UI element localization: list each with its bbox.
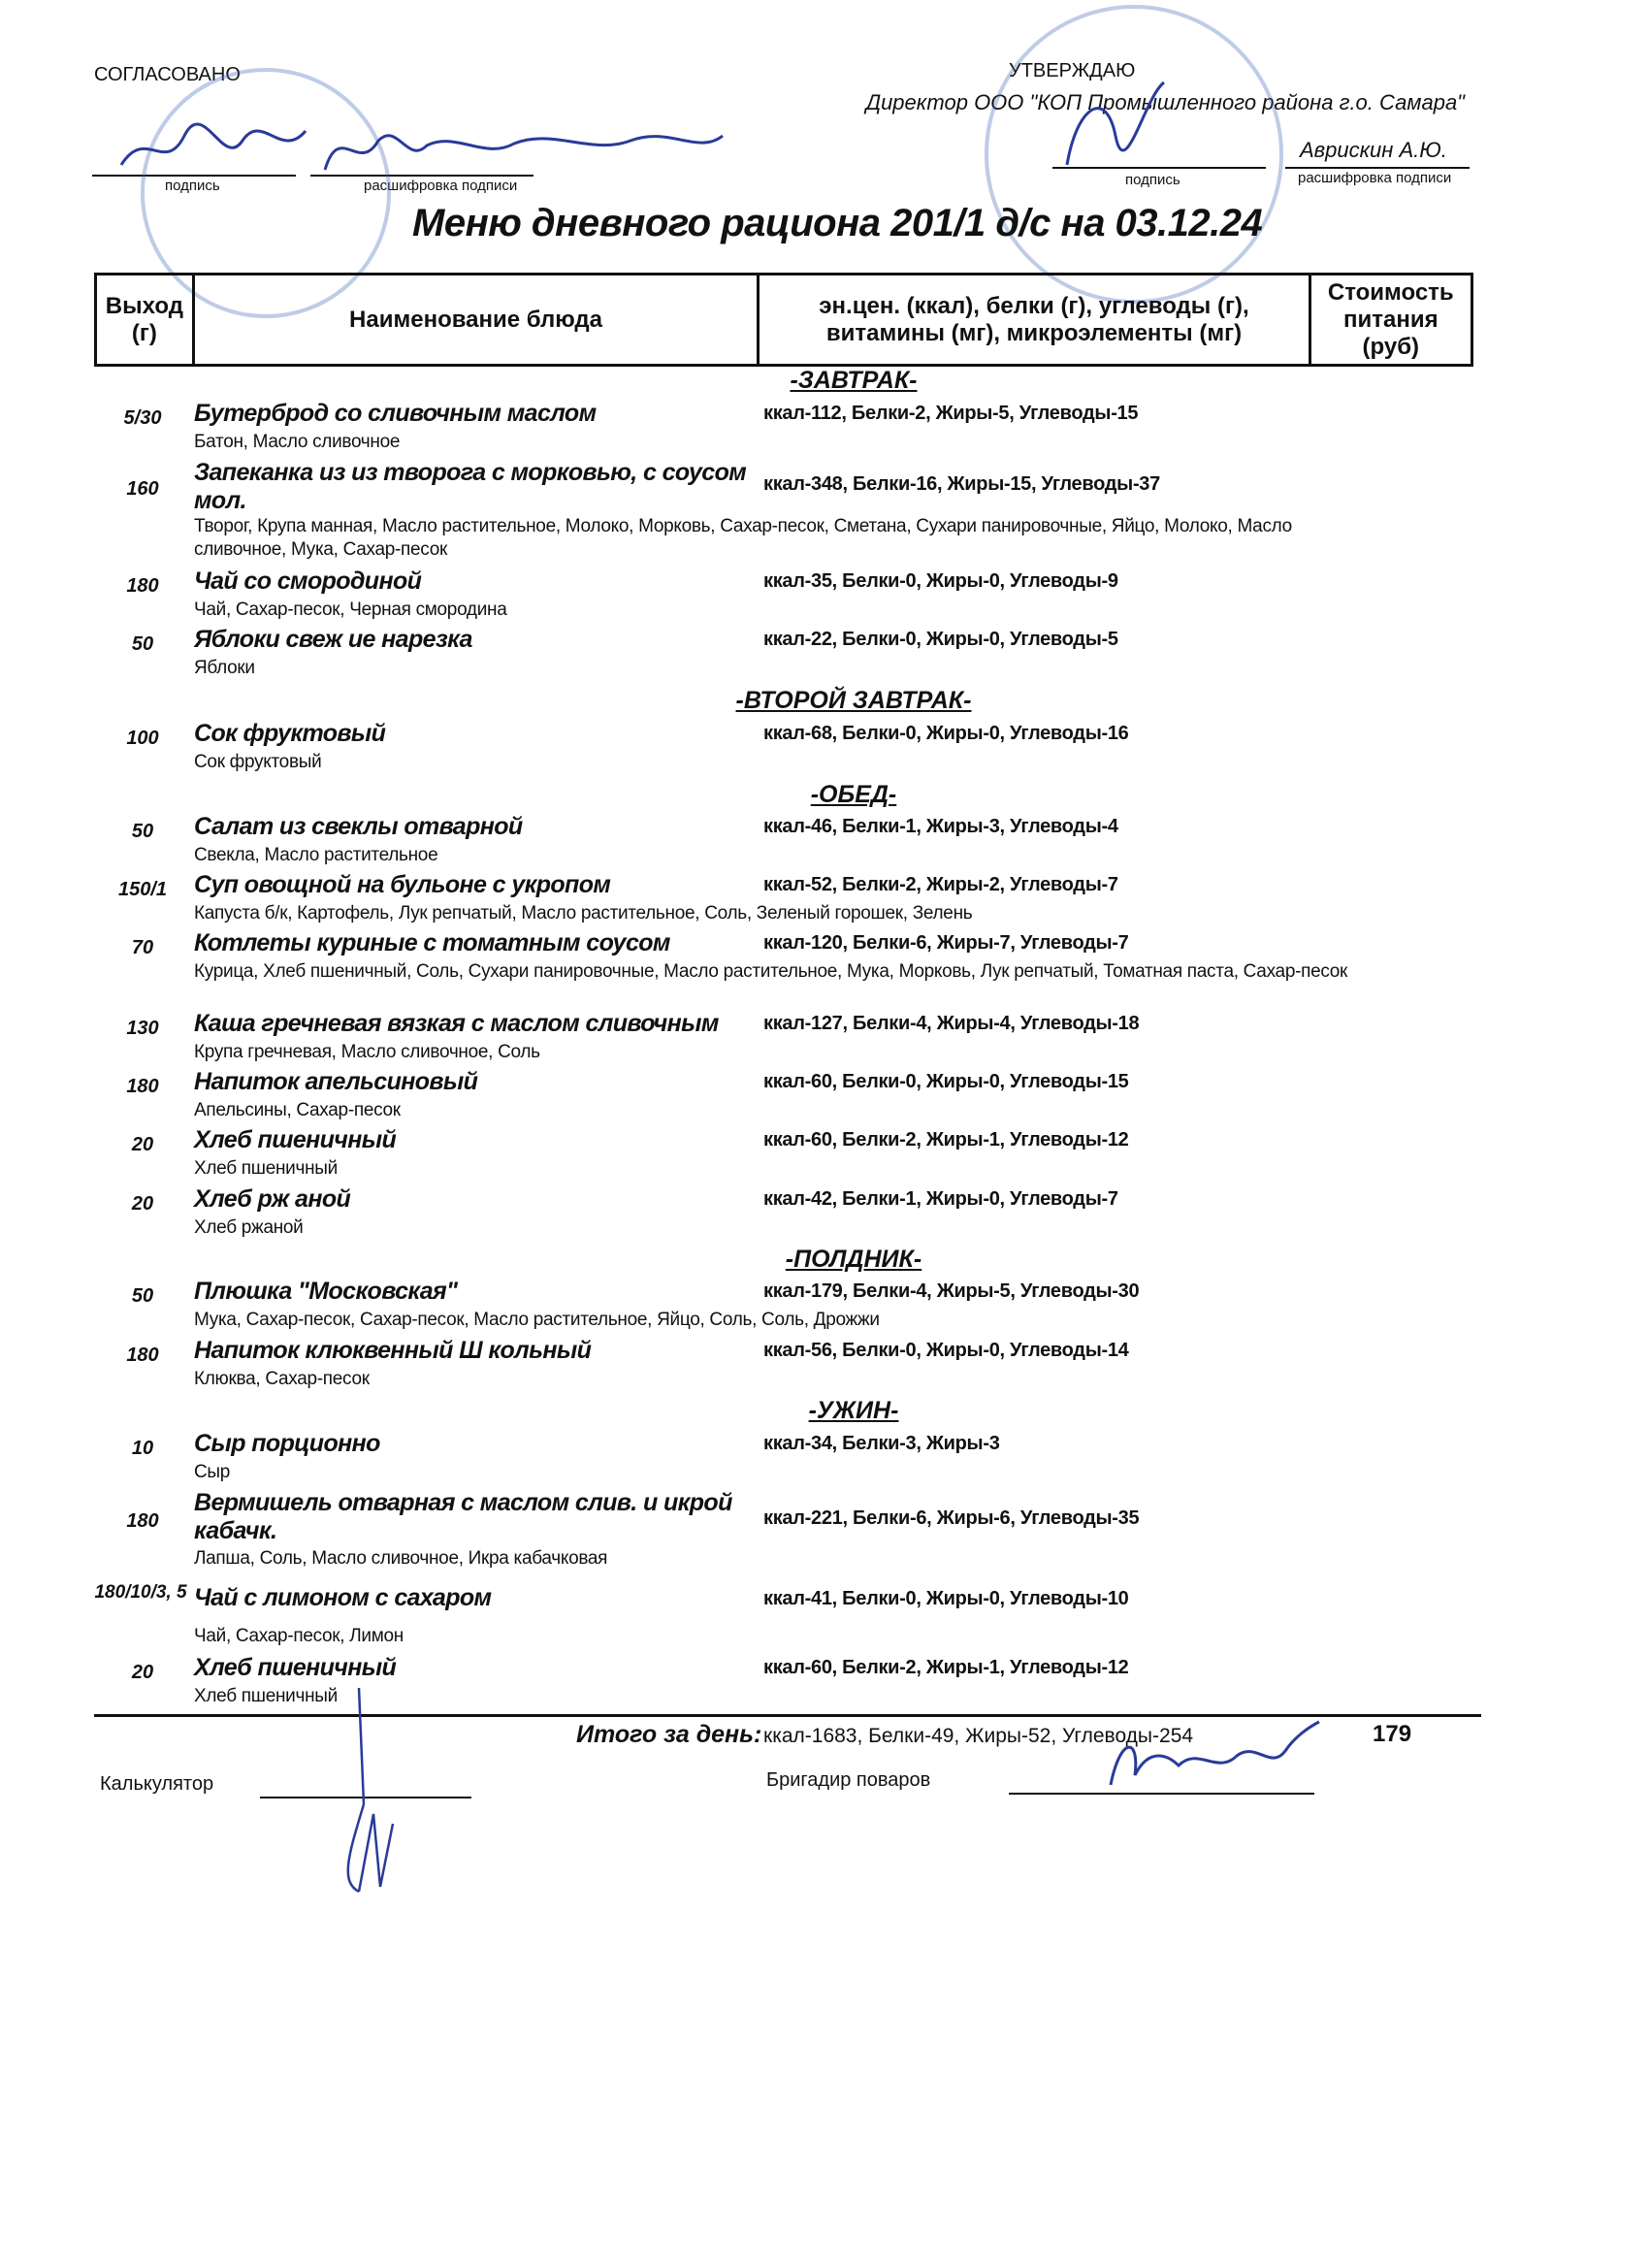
dish-qty: 180/10/3, 5: [94, 1582, 187, 1603]
dish-qty: 160: [126, 478, 159, 500]
dish-name: Вермишель отварная с маслом слив. и икрой кабачк.: [194, 1489, 732, 1544]
section-title: -ОБЕД-: [810, 781, 897, 808]
dish-name: Каша гречневая вязкая с маслом сливочным: [194, 1010, 719, 1037]
director-title: Директор ООО "КОП Промышленного района г.о. Самара": [865, 90, 1465, 114]
dish-qty: 70: [131, 937, 154, 958]
dish-nutrition: ккал-221, Белки-6, Жиры-6, Углеводы-35: [763, 1507, 1140, 1529]
dish-ingredients: Апельсины, Сахар-песок: [194, 1100, 401, 1120]
section-title: -ПОЛДНИК-: [785, 1246, 922, 1273]
section-title: -ЗАВТРАК-: [790, 367, 918, 394]
dish-nutrition: ккал-348, Белки-16, Жиры-15, Углеводы-37: [763, 473, 1160, 495]
chef-signature-mark: [1101, 1717, 1324, 1804]
dish-nutrition: ккал-56, Белки-0, Жиры-0, Углеводы-14: [763, 1340, 1129, 1361]
dish-name: Чай со смородиной: [194, 567, 422, 595]
right-sig-label: подпись: [1125, 172, 1180, 188]
col-nutrition: эн.цен. (ккал), белки (г), углеводы (г), витамины (мг), микроэлементы (мг): [759, 275, 1310, 366]
dish-name: Чай с лимоном с сахаром: [194, 1584, 492, 1611]
section-title: -УЖИН-: [808, 1397, 899, 1424]
dish-ingredients: Чай, Сахар-песок, Лимон: [194, 1626, 404, 1646]
dish-qty: 100: [126, 728, 159, 749]
dish-nutrition: ккал-120, Белки-6, Жиры-7, Углеводы-7: [763, 932, 1129, 954]
dish-qty: 10: [131, 1438, 154, 1459]
right-signature-mark: [1057, 78, 1174, 175]
dish-qty: 180: [126, 1076, 159, 1097]
dish-ingredients: Свекла, Масло растительное: [194, 845, 438, 865]
dish-qty: 20: [131, 1134, 154, 1155]
left-decode-handwriting: [320, 116, 728, 184]
dish-nutrition: ккал-52, Белки-2, Жиры-2, Углеводы-7: [763, 874, 1118, 895]
dish-nutrition: ккал-68, Белки-0, Жиры-0, Углеводы-16: [763, 723, 1129, 744]
left-decode-label: расшифровка подписи: [364, 178, 518, 194]
dish-name: Салат из свеклы отварной: [194, 813, 523, 840]
dish-ingredients: Сыр: [194, 1462, 231, 1482]
total-label: Итого за день:: [576, 1721, 762, 1748]
dish-name: Напиток клюквенный Ш кольный: [194, 1337, 592, 1364]
dish-name: Яблоки свеж ие нарезка: [194, 626, 472, 653]
left-signature-mark: [116, 116, 310, 184]
dish-name: Плюшка "Московская": [194, 1278, 458, 1305]
dish-name: Сыр порционно: [194, 1430, 380, 1457]
dish-ingredients: Хлеб пшеничный: [194, 1686, 338, 1706]
col-name: Наименование блюда: [193, 275, 759, 366]
dish-ingredients: Хлеб ржаной: [194, 1217, 304, 1238]
dish-ingredients: Творог, Крупа манная, Масло растительное, Молоко, Морковь, Сахар-песок, Сметана, Сухари панировочные, Яйцо, Молоко, Масло сливочное, Мука, Сахар-песок: [194, 516, 1292, 560]
page-title: Меню дневного рациона 201/1 д/с на 03.12.24: [412, 202, 1263, 244]
dish-nutrition: ккал-22, Белки-0, Жиры-0, Углеводы-5: [763, 629, 1118, 650]
approved-right-label: УТВЕРЖДАЮ: [1009, 60, 1136, 81]
col-cost: Стоимость питания (руб): [1310, 275, 1471, 366]
dish-qty: 150/1: [117, 879, 168, 900]
dish-nutrition: ккал-35, Белки-0, Жиры-0, Углеводы-9: [763, 570, 1118, 592]
dish-name: Хлеб пшеничный: [194, 1654, 397, 1681]
dish-qty: 50: [131, 1285, 154, 1307]
dish-nutrition: ккал-179, Белки-4, Жиры-5, Углеводы-30: [763, 1280, 1140, 1302]
dish-qty: 20: [131, 1193, 154, 1215]
dish-qty: 5/30: [123, 407, 162, 429]
dish-ingredients: Мука, Сахар-песок, Сахар-песок, Масло растительное, Яйцо, Соль, Соль, Дрожжи: [194, 1310, 880, 1330]
dish-ingredients: Яблоки: [194, 658, 255, 678]
dish-qty: 180: [126, 1510, 159, 1532]
approved-left-label: СОГЛАСОВАНО: [94, 64, 241, 85]
dish-name: Хлеб рж аной: [194, 1185, 351, 1213]
dish-name: Суп овощной на бульоне с укропом: [194, 871, 611, 898]
dish-qty: 20: [131, 1662, 154, 1683]
dish-name: Запеканка из из творога с морковью, с соусом мол.: [194, 459, 747, 514]
column-header: [94, 273, 1473, 367]
dish-nutrition: ккал-34, Белки-3, Жиры-3: [763, 1433, 1000, 1454]
dish-name: Сок фруктовый: [194, 720, 386, 747]
dish-qty: 180: [126, 575, 159, 597]
dish-ingredients: Сок фруктовый: [194, 752, 322, 772]
dish-qty: 50: [131, 821, 154, 842]
dish-qty: 50: [131, 633, 154, 655]
dish-nutrition: ккал-112, Белки-2, Жиры-5, Углеводы-15: [763, 403, 1139, 424]
right-decode-line: [1285, 167, 1470, 169]
dish-ingredients: Чай, Сахар-песок, Черная смородина: [194, 599, 507, 620]
dish-name: Напиток апельсиновый: [194, 1068, 478, 1095]
director-name: Аврискин А.Ю.: [1300, 138, 1447, 162]
dish-qty: 180: [126, 1345, 159, 1366]
dish-ingredients: Лапша, Соль, Масло сливочное, Икра кабачковая: [194, 1548, 608, 1569]
left-sig-label: подпись: [165, 178, 220, 194]
dish-name: Котлеты куриные с томатным соусом: [194, 929, 670, 956]
chef-label: Бригадир поваров: [766, 1769, 931, 1791]
calculator-signature-mark: [320, 1688, 417, 1901]
dish-nutrition: ккал-60, Белки-0, Жиры-0, Углеводы-15: [763, 1071, 1129, 1092]
dish-ingredients: Батон, Масло сливочное: [194, 432, 401, 452]
dish-nutrition: ккал-41, Белки-0, Жиры-0, Углеводы-10: [763, 1588, 1129, 1609]
dish-ingredients: Хлеб пшеничный: [194, 1158, 338, 1179]
dish-name: Хлеб пшеничный: [194, 1126, 397, 1153]
dish-ingredients: Крупа гречневая, Масло сливочное, Соль: [194, 1042, 540, 1062]
dish-ingredients: Капуста б/к, Картофель, Лук репчатый, Масло растительное, Соль, Зеленый горошек, Зелень: [194, 903, 973, 923]
col-yield: Выход (г): [96, 275, 194, 366]
total-cost: 179: [1373, 1721, 1412, 1747]
dish-nutrition: ккал-60, Белки-2, Жиры-1, Углеводы-12: [763, 1129, 1129, 1150]
dish-nutrition: ккал-127, Белки-4, Жиры-4, Углеводы-18: [763, 1013, 1140, 1034]
dish-nutrition: ккал-46, Белки-1, Жиры-3, Углеводы-4: [763, 816, 1118, 837]
total-nutrition: ккал-1683, Белки-49, Жиры-52, Углеводы-254: [763, 1725, 1194, 1747]
dish-nutrition: ккал-60, Белки-2, Жиры-1, Углеводы-12: [763, 1657, 1129, 1678]
dish-ingredients: Курица, Хлеб пшеничный, Соль, Сухари панировочные, Масло растительное, Мука, Морковь, Лук репчатый, Томатная паста, Сахар-песок: [194, 961, 1348, 982]
right-decode-label: расшифровка подписи: [1298, 170, 1452, 186]
section-title: -ВТОРОЙ ЗАВТРАК-: [735, 687, 972, 714]
dish-name: Бутерброд со сливочным маслом: [194, 400, 597, 427]
dish-nutrition: ккал-42, Белки-1, Жиры-0, Углеводы-7: [763, 1188, 1118, 1210]
dish-ingredients: Клюква, Сахар-песок: [194, 1369, 370, 1389]
dish-qty: 130: [126, 1018, 159, 1039]
calculator-label: Калькулятор: [100, 1773, 214, 1795]
